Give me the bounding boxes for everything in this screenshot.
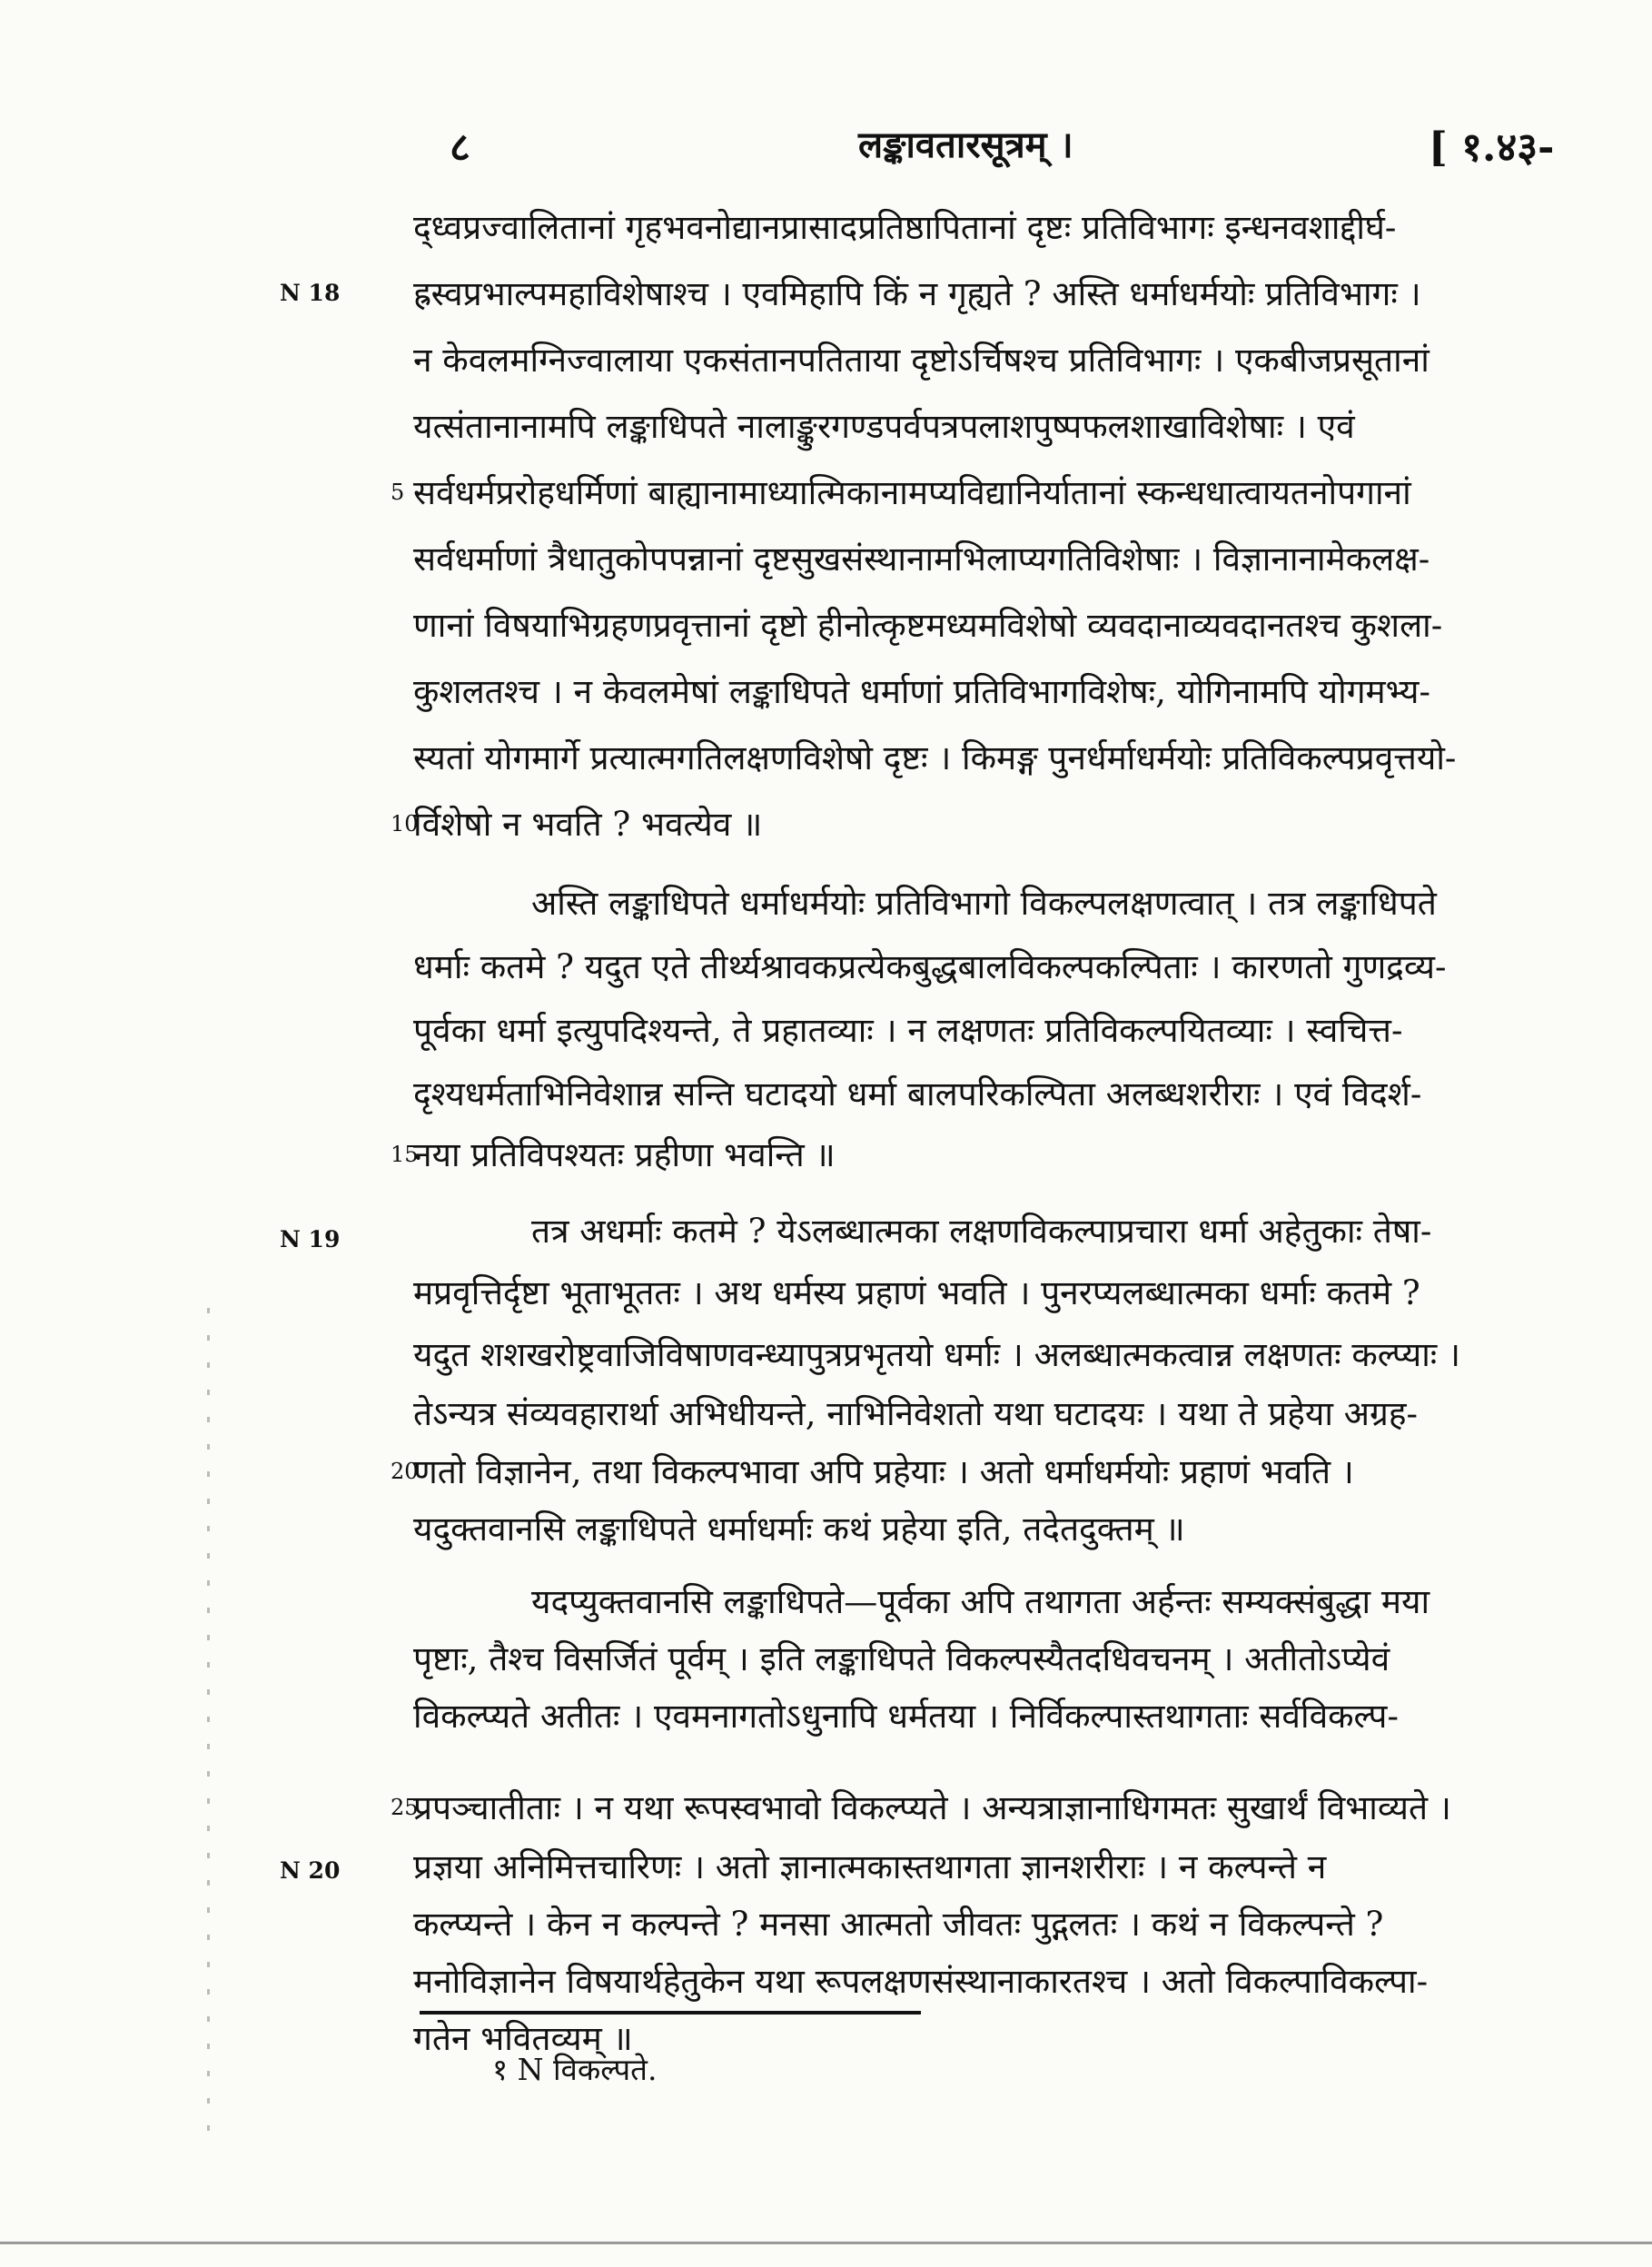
text-line: मनोविज्ञानेन विषयार्थहेतुकेन यथा रूपलक्षणसंस्थानाकारतश्च । अतो विकल्पाविकल्पा-: [413, 1962, 1429, 2001]
paragraph-start: अस्ति लङ्काधिपते धर्माधर्मयोः प्रतिविभागो विकल्पलक्षणत्वात् । तत्र लङ्काधिपते: [531, 884, 1437, 923]
footnote: १ N विकल्पते.: [492, 2052, 658, 2087]
text-line: र्विशेषो न भवति ? भवत्येव ॥: [413, 805, 763, 844]
margin-ref-n18: N 18: [280, 280, 341, 306]
text-line: मप्रवृत्तिर्दृष्टा भूताभूततः । अथ धर्मस्य प्रहाणं भवति । पुनरप्यलब्धात्मका धर्माः कतमे ?: [413, 1273, 1420, 1312]
text-line: णानां विषयाभिग्रहणप्रवृत्तानां दृष्टो हीनोत्कृष्टमध्यमविशेषो व्यवदानाव्यवदानतश्च कुशला-: [413, 606, 1443, 645]
text-line: नया प्रतिविपश्यतः प्रहीणा भवन्ति ॥: [413, 1135, 836, 1174]
text-line: द्ध्वप्रज्वालितानां गृहभवनोद्यानप्रासादप्रतिष्ठापितानां दृष्टः प्रतिविभागः इन्धनवशाद्दीर्घ-: [413, 208, 1397, 247]
margin-ref-n19: N 19: [280, 1226, 341, 1252]
text-line: प्रपञ्चातीताः । न यथा रूपस्वभावो विकल्प्यते । अन्यत्राज्ञानाधिगमतः सुखार्थं विभाव्यते ।: [413, 1788, 1451, 1827]
text-line: यदुत शशखरोष्ट्रवाजिविषाणवन्ध्यापुत्रप्रभृतयो धर्माः । अलब्धात्मकत्वान्न लक्षणतः कल्प्याः ।: [413, 1335, 1461, 1374]
text-line: कल्प्यन्ते । केन न कल्पन्ते ? मनसा आत्मतो जीवतः पुद्गलतः । कथं न विकल्पन्ते ?: [413, 1905, 1384, 1944]
paragraph-start: यदप्युक्तवानसि लङ्काधिपते—पूर्वका अपि तथागता अर्हन्तः सम्यक्संबुद्धा मया: [531, 1582, 1430, 1621]
footnote-rule: [420, 2011, 921, 2015]
text-line: कुशलतश्च । न केवलमेषां लङ्काधिपते धर्माणां प्रतिविभागविशेषः, योगिनामपि योगमभ्य-: [413, 672, 1431, 711]
line-number-5: 5: [391, 480, 405, 505]
text-line: दृश्यधर्मताभिनिवेशान्न सन्ति घटादयो धर्मा बालपरिकल्पिता अलब्धशरीराः । एवं विदर्श-: [413, 1074, 1422, 1114]
text-line: धर्माः कतमे ? यदुत एते तीर्थ्यश्रावकप्रत्येकबुद्धबालविकल्पकल्पिताः । कारणतो गुणद्रव्य-: [413, 947, 1447, 986]
line-number-20: 20: [391, 1459, 419, 1484]
text-line: पूर्वका धर्मा इत्युपदिश्यन्ते, ते प्रहातव्याः । न लक्षणतः प्रतिविकल्पयितव्याः । स्वचित्त-: [413, 1011, 1403, 1050]
text-line: सर्वधर्माणां त्रैधातुकोपपन्नानां दृष्टसुखसंस्थानामभिलाप्यगतिविशेषाः । विज्ञानानामेकलक्ष-: [413, 540, 1430, 579]
text-line: स्यतां योगमार्गे प्रत्यात्मगतिलक्षणविशेषो दृष्टः । किमङ्ग पुनर्धर्माधर्मयोः प्रतिविकल्पप्रवृत्तयो-: [413, 738, 1457, 777]
paragraph-start: तत्र अधर्माः कतमे ? येऽलब्धात्मका लक्षणविकल्पाप्रचारा धर्मा अहेतुकाः तेषा-: [531, 1212, 1432, 1251]
margin-ref-n20: N 20: [280, 1857, 341, 1884]
page-number: ८: [450, 124, 470, 171]
section-reference: [ १.४३-: [1429, 124, 1555, 171]
running-title: लङ्कावतारसूत्रम् ।: [858, 124, 1073, 166]
text-line: तेऽन्यत्र संव्यवहारार्था अभिधीयन्ते, नाभिनिवेशतो यथा घटादयः । यथा ते प्रहेया अग्रह-: [413, 1394, 1418, 1433]
left-edge-specks: [207, 1308, 210, 2143]
line-number-10: 10: [391, 811, 419, 837]
text-line: विकल्प्यते अतीतः । एवमनागतोऽधुनापि धर्मतया । निर्विकल्पास्तथागताः सर्वविकल्प-: [413, 1697, 1399, 1736]
text-line: यदुक्तवानसि लङ्काधिपते धर्माधर्माः कथं प्रहेया इति, तदेतदुक्तम् ॥: [413, 1510, 1185, 1549]
text-line: णतो विज्ञानेन, तथा विकल्पभावा अपि प्रहेयाः । अतो धर्माधर्मयोः प्रहाणं भवति ।: [413, 1452, 1354, 1491]
text-line: ह्रस्वप्रभाल्पमहाविशेषाश्च । एवमिहापि किं न गृह्यते ? अस्ति धर्माधर्मयोः प्रतिविभागः ।: [413, 274, 1421, 313]
text-line: न केवलमग्निज्वालाया एकसंतानपतिताया दृष्टोऽर्चिषश्च प्रतिविभागः । एकबीजप्रसूतानां: [413, 341, 1429, 380]
page-bottom-edge: [0, 2242, 1652, 2244]
line-number-15: 15: [391, 1142, 419, 1167]
text-line: पृष्टाः, तैश्च विसर्जितं पूर्वम् । इति लङ्काधिपते विकल्पस्यैतदधिवचनम् । अतीतोऽप्येवं: [413, 1639, 1390, 1678]
text-line: सर्वधर्मप्ररोहधर्मिणां बाह्यानामाध्यात्मिकानामप्यविद्यानिर्यातानां स्कन्धधात्वायतनोपगानां: [413, 473, 1411, 512]
text-line: प्रज्ञया अनिमित्तचारिणः । अतो ज्ञानात्मकास्तथागता ज्ञानशरीराः । न कल्पन्ते न: [413, 1847, 1327, 1886]
text-line: यत्संतानानामपि लङ्काधिपते नालाङ्कुरगण्डपर्वपत्रपलाशपुष्पफलशाखाविशेषाः । एवं: [413, 407, 1355, 446]
text-line: गतेन भवितव्यम् ॥: [413, 2019, 633, 2058]
line-number-25: 25: [391, 1795, 419, 1820]
